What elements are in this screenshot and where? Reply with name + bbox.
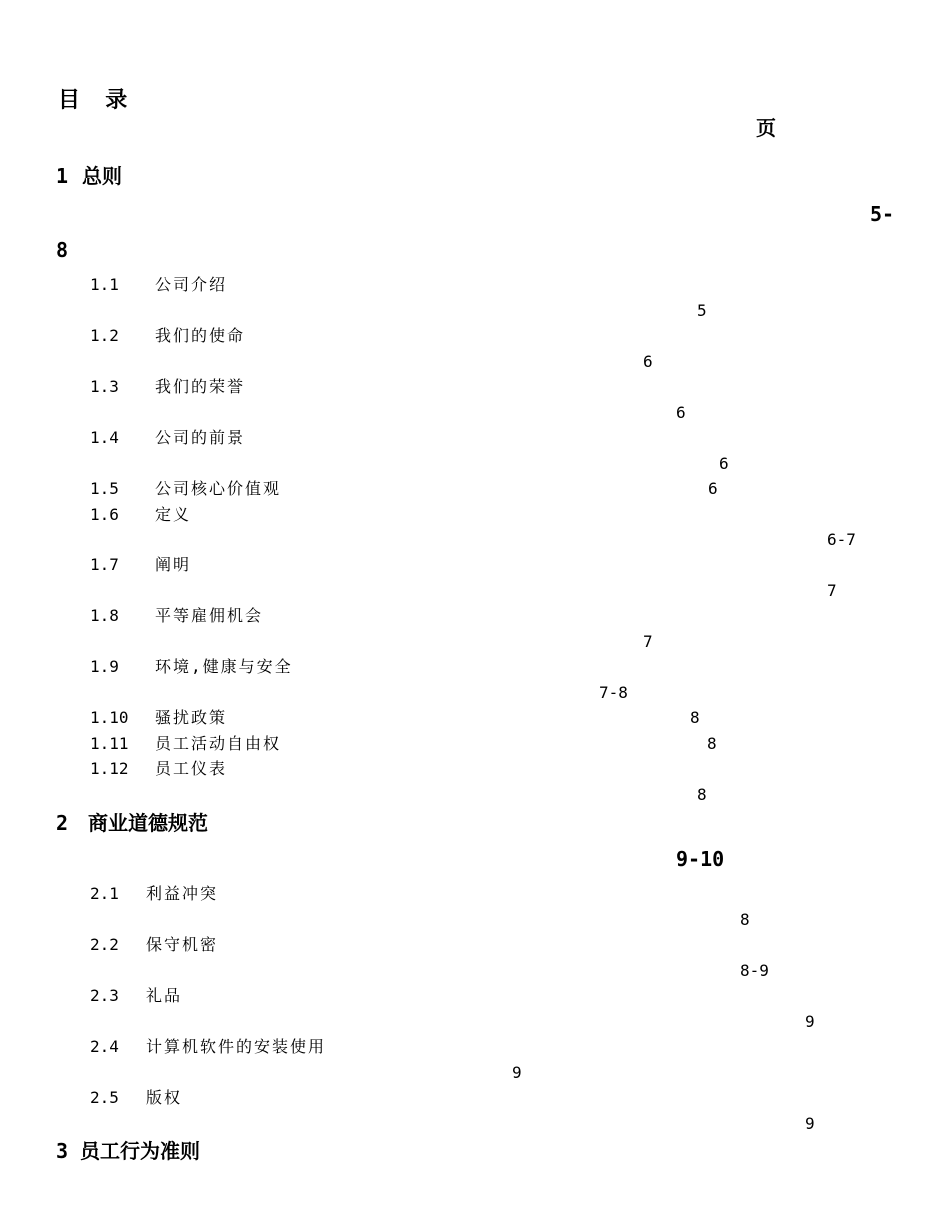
toc-item-title: 平等雇佣机会 bbox=[155, 606, 264, 625]
section-2-number: 2 bbox=[56, 811, 69, 835]
section-1-pages-start: 5- bbox=[870, 202, 895, 226]
toc-item-title: 计算机软件的安装使用 bbox=[146, 1037, 327, 1056]
toc-item-page: 5 bbox=[697, 301, 707, 320]
toc-item-page: 8 bbox=[740, 910, 750, 929]
toc-item-number: 2.2 bbox=[90, 935, 119, 954]
toc-item-title: 公司核心价值观 bbox=[155, 479, 282, 498]
section-2-pages: 9-10 bbox=[676, 847, 725, 871]
toc-item-page: 9 bbox=[512, 1063, 522, 1082]
toc-item-number: 2.5 bbox=[90, 1088, 119, 1107]
section-3-number: 3 bbox=[56, 1139, 69, 1163]
toc-item-title: 公司的前景 bbox=[155, 428, 246, 447]
toc-item-number: 2.4 bbox=[90, 1037, 119, 1056]
toc-item-title: 公司介绍 bbox=[155, 275, 228, 294]
toc-item-page: 6 bbox=[643, 352, 653, 371]
toc-item-title: 员工仪表 bbox=[155, 759, 228, 778]
toc-item-title: 版权 bbox=[146, 1088, 183, 1107]
toc-item-number: 1.2 bbox=[90, 326, 119, 345]
section-1-number: 1 bbox=[56, 164, 69, 188]
toc-item-title: 我们的荣誉 bbox=[155, 377, 246, 396]
toc-item-page: 8 bbox=[690, 708, 700, 727]
section-1-pages-end: 8 bbox=[56, 238, 69, 262]
toc-item-number: 2.1 bbox=[90, 884, 119, 903]
toc-item-number: 1.1 bbox=[90, 275, 119, 294]
toc-item-page: 6 bbox=[676, 403, 686, 422]
toc-item-number: 1.3 bbox=[90, 377, 119, 396]
toc-item-number: 1.4 bbox=[90, 428, 119, 447]
toc-item-page: 7 bbox=[827, 581, 837, 600]
toc-item-title: 骚扰政策 bbox=[155, 708, 228, 727]
toc-item-page: 7 bbox=[643, 632, 653, 651]
toc-item-number: 1.12 bbox=[90, 759, 129, 778]
toc-item-number: 1.8 bbox=[90, 606, 119, 625]
toc-item-title: 阐明 bbox=[155, 555, 192, 574]
toc-item-page: 8 bbox=[707, 734, 717, 753]
toc-item-page: 9 bbox=[805, 1012, 815, 1031]
toc-item-title: 定义 bbox=[155, 505, 192, 524]
toc-item-page: 6 bbox=[719, 454, 729, 473]
section-2-title: 商业道德规范 bbox=[88, 811, 208, 835]
toc-item-number: 2.3 bbox=[90, 986, 119, 1005]
toc-item-page: 8-9 bbox=[740, 961, 769, 980]
toc-item-title: 环境,健康与安全 bbox=[155, 657, 293, 676]
toc-item-number: 1.7 bbox=[90, 555, 119, 574]
toc-item-page: 8 bbox=[697, 785, 707, 804]
toc-item-page: 9 bbox=[805, 1114, 815, 1133]
toc-item-title: 利益冲突 bbox=[146, 884, 219, 903]
toc-title: 目 录 bbox=[58, 88, 134, 113]
page-column-label: 页 bbox=[756, 116, 776, 140]
toc-item-title: 礼品 bbox=[146, 986, 183, 1005]
toc-item-number: 1.9 bbox=[90, 657, 119, 676]
toc-item-page: 6 bbox=[708, 479, 718, 498]
section-3-title: 员工行为准则 bbox=[80, 1139, 200, 1163]
toc-item-page: 7-8 bbox=[599, 683, 628, 702]
toc-item-title: 我们的使命 bbox=[155, 326, 246, 345]
toc-item-number: 1.10 bbox=[90, 708, 129, 727]
toc-item-number: 1.11 bbox=[90, 734, 129, 753]
toc-item-number: 1.5 bbox=[90, 479, 119, 498]
toc-item-number: 1.6 bbox=[90, 505, 119, 524]
toc-item-title: 员工活动自由权 bbox=[155, 734, 282, 753]
toc-item-title: 保守机密 bbox=[146, 935, 219, 954]
section-1-title: 总则 bbox=[82, 164, 122, 188]
toc-item-page: 6-7 bbox=[827, 530, 856, 549]
